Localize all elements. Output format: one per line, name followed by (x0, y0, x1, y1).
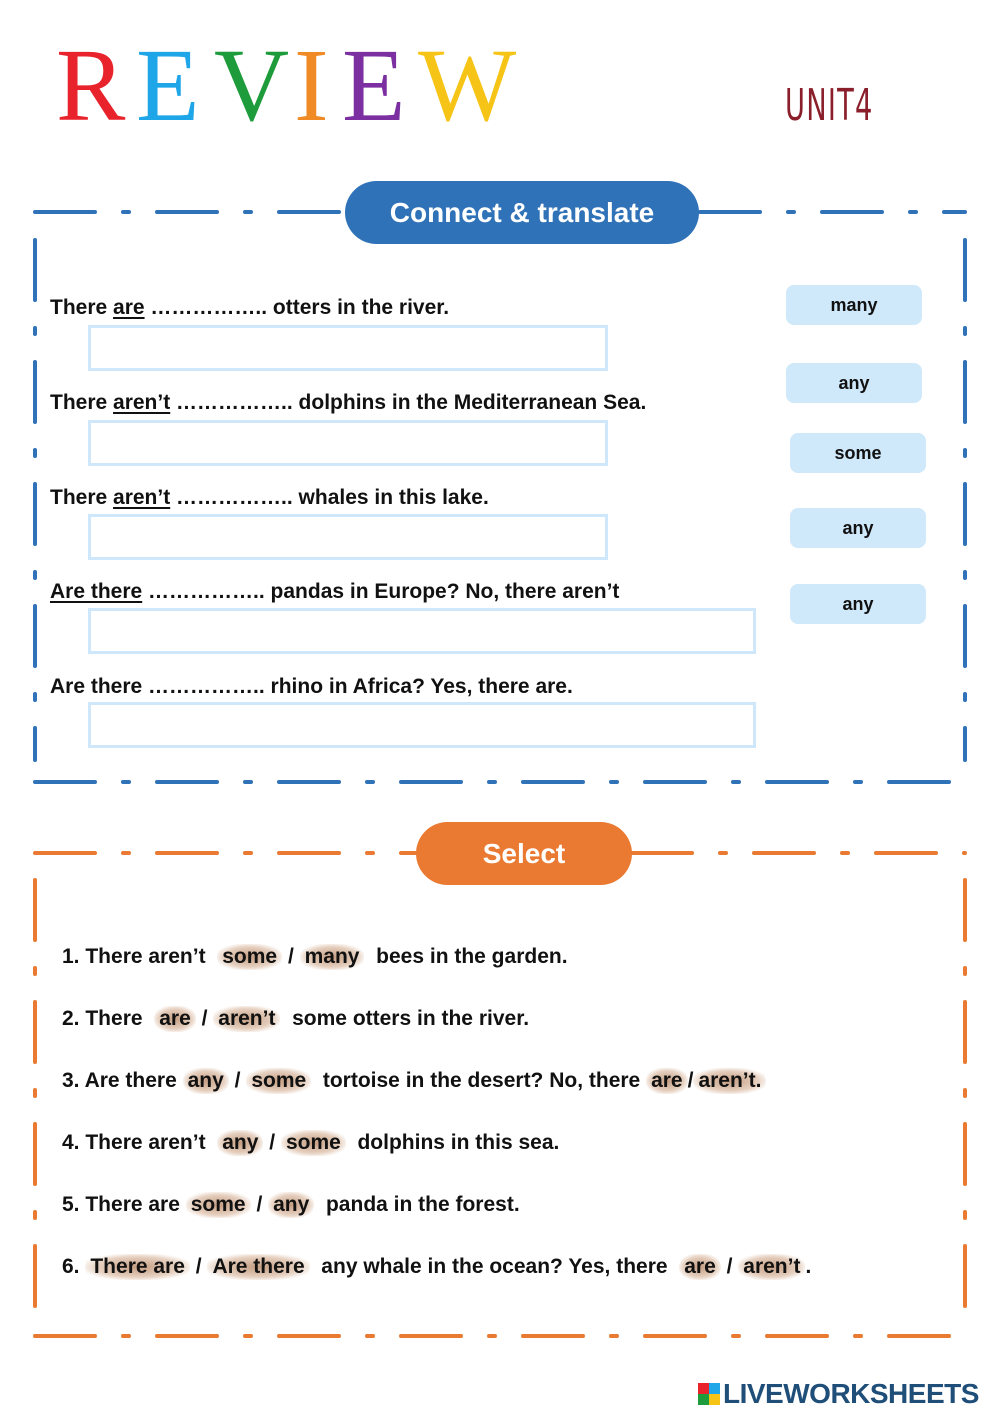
title-letter: E (136, 28, 200, 143)
select-question (62, 1068, 766, 1094)
logo-text: LIVEWORKSHEETS (723, 1378, 979, 1409)
title-letter: W (418, 28, 517, 143)
section2-heading: Select (416, 822, 632, 885)
review-title (56, 28, 516, 143)
question-text: some otters in the river. (280, 1007, 530, 1030)
question-text: / (263, 1131, 281, 1154)
question-text: / (195, 1007, 214, 1030)
word-bank-item[interactable]: some (790, 433, 926, 473)
underlined-word: Are there (50, 580, 143, 603)
select-option[interactable]: some (186, 1192, 251, 1218)
question-text: / (228, 1069, 247, 1092)
logo-square (709, 1383, 720, 1394)
question-number: 3. (62, 1069, 85, 1092)
select-option[interactable]: any (217, 1130, 263, 1156)
select-option[interactable]: some (217, 944, 282, 970)
select-option[interactable]: some (246, 1068, 311, 1094)
word-bank-item[interactable]: any (790, 508, 926, 548)
title-letter: E (342, 28, 406, 143)
select-option[interactable]: are (154, 1006, 196, 1032)
sentence: There aren’t …………….. whales in this lake. (50, 486, 489, 509)
select-option[interactable]: are (679, 1254, 721, 1280)
select-question (62, 1254, 811, 1280)
sentence: Are there …………….. rhino in Africa? Yes, there are. (50, 675, 573, 698)
logo-square (709, 1394, 720, 1405)
select-option[interactable]: some (281, 1130, 346, 1156)
question-text: . (805, 1255, 812, 1278)
select-question (62, 1130, 559, 1156)
sentence: There are …………….. otters in the river. (50, 296, 450, 319)
select-option[interactable]: any (183, 1068, 229, 1094)
answer-box[interactable] (88, 420, 608, 466)
question-text: There are (85, 1193, 186, 1216)
select-option[interactable]: aren’t (738, 1254, 805, 1280)
select-option[interactable]: aren’t. (693, 1068, 766, 1094)
question-text: tortoise in the desert? No, there (311, 1069, 647, 1092)
question-number: 1. (62, 945, 86, 968)
liveworksheets-logo (698, 1378, 979, 1410)
question-number: 4. (62, 1131, 86, 1154)
word-bank-item[interactable]: many (786, 285, 922, 325)
select-option[interactable]: many (300, 944, 365, 970)
logo-square (698, 1394, 709, 1405)
select-question (62, 1192, 520, 1218)
title-letter: R (56, 28, 126, 143)
question-text: any whale in the ocean? Yes, there (309, 1255, 680, 1278)
logo-square (698, 1383, 709, 1394)
select-option[interactable]: Are there (207, 1254, 309, 1280)
word-bank-item[interactable]: any (786, 363, 922, 403)
answer-box[interactable] (88, 702, 756, 748)
sentence: There aren’t …………….. dolphins in the Mediterranean Sea. (50, 391, 647, 414)
unit-label: UNIT4 (785, 80, 874, 131)
question-text: bees in the garden. (364, 945, 568, 968)
question-number: 5. (62, 1193, 86, 1216)
answer-box[interactable] (88, 608, 756, 654)
section1-heading: Connect & translate (345, 181, 699, 244)
question-number: 2. (62, 1007, 86, 1030)
answer-box[interactable] (88, 325, 608, 371)
question-text: / (687, 1069, 694, 1092)
underlined-word: aren’t (113, 391, 171, 414)
select-question (62, 944, 568, 970)
sentence: Are there …………….. pandas in Europe? No, there aren’t (50, 580, 620, 603)
answer-box[interactable] (88, 514, 608, 560)
select-option[interactable]: are (646, 1068, 688, 1094)
question-text: panda in the forest. (314, 1193, 520, 1216)
question-text: / (250, 1193, 269, 1216)
select-question (62, 1006, 529, 1032)
select-option[interactable]: aren’t (213, 1006, 280, 1032)
question-number: 6. (62, 1255, 86, 1278)
title-letter: V (214, 28, 290, 143)
question-text: There aren’t (85, 1131, 218, 1154)
word-bank-item[interactable]: any (790, 584, 926, 624)
question-text: dolphins in this sea. (345, 1131, 560, 1154)
question-text: There aren’t (85, 945, 218, 968)
question-text: There (85, 1007, 155, 1030)
question-text: / (282, 945, 300, 968)
select-option[interactable]: any (268, 1192, 314, 1218)
question-text: / (720, 1255, 739, 1278)
question-text: / (189, 1255, 208, 1278)
underlined-word: aren’t (113, 486, 171, 509)
select-option[interactable]: There are (85, 1254, 190, 1280)
title-letter: I (294, 28, 329, 143)
logo-mark-icon (698, 1383, 720, 1405)
underlined-word: are (113, 296, 145, 319)
question-text: Are there (84, 1069, 183, 1092)
